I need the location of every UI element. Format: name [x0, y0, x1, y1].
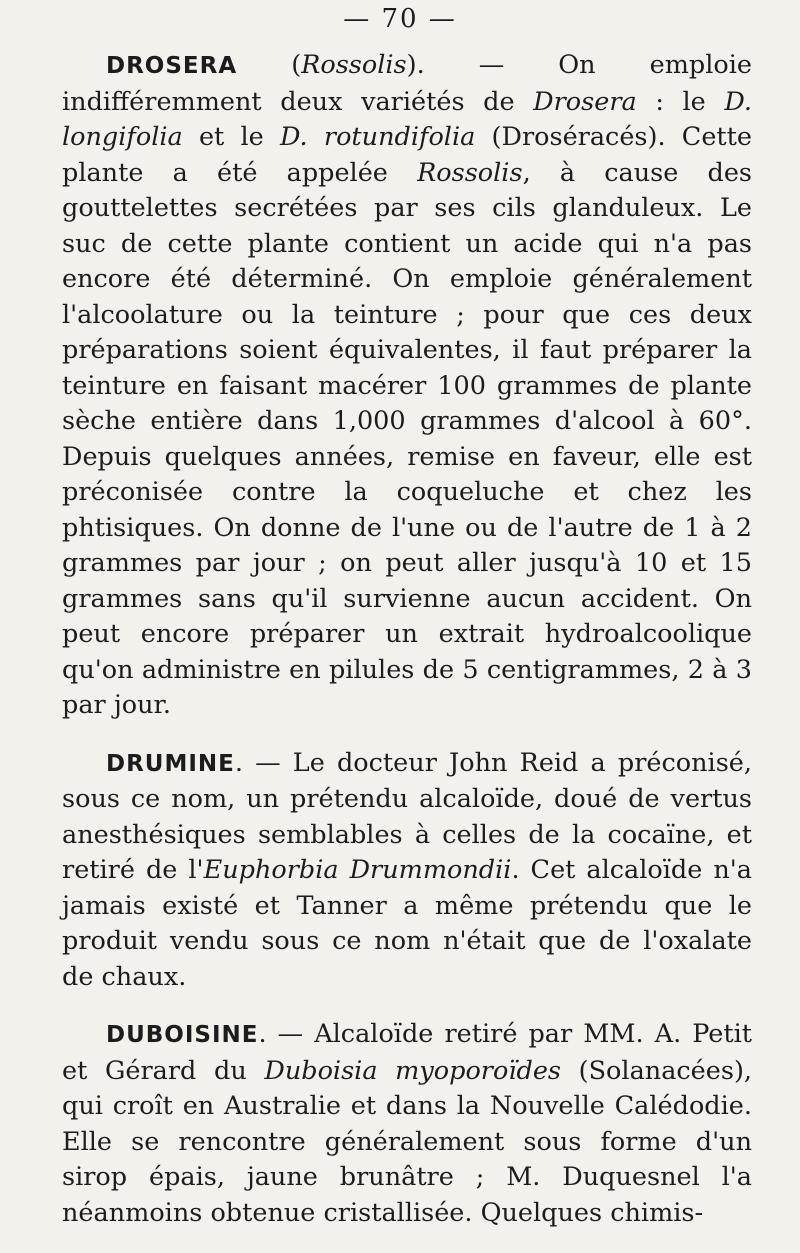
entry-text: (Rossolis). — On emploie indifféremment deux variétés de Drosera : le D. longifolia et le D. rotundifolia (Droséracés). Cette plante a été appelée Rossolis, à cause des gouttelettes secrétées par ses cils glanduleux. Le suc de cette plante contient un acide qui n'a pas encore été déterminé. On emploie généralement l'alcoolature ou la teinture ; pour que ces deux préparations soient équivalentes, il faut préparer la teinture en faisant macérer 100 grammes de plante sèche entière dans 1,000 grammes d'alcool à 60°. Depuis quelques années, remise en faveur, elle est préconisée contre la coqueluche et chez les phtisiques. On donne de l'une ou de l'autre de 1 à 2 grammes par jour ; on peut aller jusqu'à 10 et 15 grammes sans qu'il survienne aucun accident. On peut encore préparer un extrait hydroalcoolique qu'on administre en pilules de 5 centigrammes, 2 à 3 par jour.: [62, 50, 752, 720]
entry-drosera: [62, 48, 752, 724]
entry-drumine: [62, 746, 752, 996]
headword: DUBOISINE: [106, 1022, 259, 1048]
headword: DRUMINE: [106, 750, 235, 777]
entry-text: . — Alcaloïde retiré par MM. A. Petit et Gérard du Duboisia myoporoïdes (Solanacées), qui croît en Australie et dans la Nouvelle Calédodie. Elle se rencontre généralement sous forme d'un sirop épais, jaune brunâtre ; M. Duquesnel l'a néanmoins obtenue cristallisée. Quelques chimis-: [62, 1019, 753, 1228]
entry-text: . — Le docteur John Reid a préconisé, sous ce nom, un prétendu alcaloïde, doué de vertus anesthésiques semblables à celles de la cocaïne, et retiré de l'Euphorbia Drummondii. Cet alcaloïde n'a jamais existé et Tanner a même prétendu que le produit vendu sous ce nom n'était que de l'oxalate de chaux.: [62, 747, 752, 992]
page-number: — 70 —: [343, 4, 457, 34]
page-body: [62, 48, 752, 1253]
headword: DROSERA: [106, 53, 238, 79]
entry-duboisine: [62, 1017, 752, 1231]
